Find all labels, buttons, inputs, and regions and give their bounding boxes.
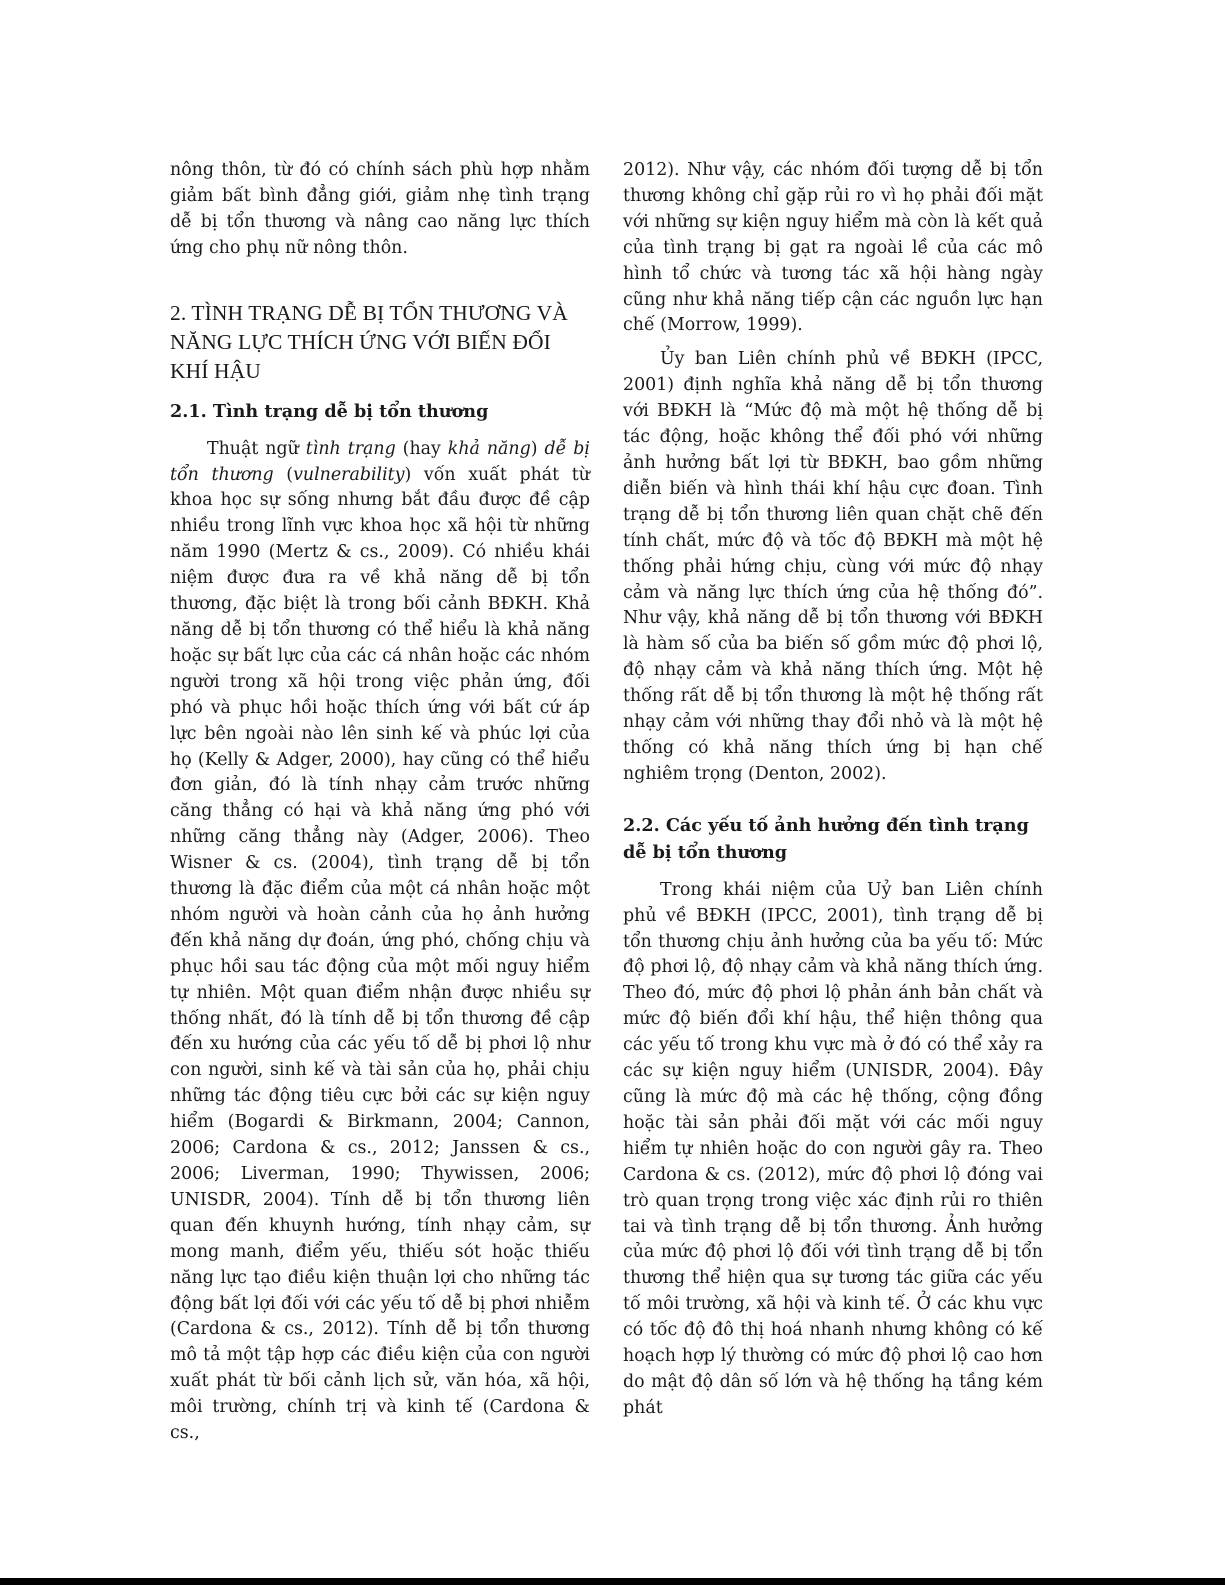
bottom-border xyxy=(0,1578,1225,1585)
right-column xyxy=(623,158,1043,1422)
subsection-title-2-2: 2.2. Các yếu tố ảnh hưởng đến tình trạng dễ bị tổn thương xyxy=(623,814,1029,863)
text-run: ( xyxy=(273,464,294,485)
factors-paragraph: Trong khái niệm của Uỷ ban Liên chính phủ về BĐKH (IPCC, 2001), tình trạng dễ bị tổn thương chịu ảnh hưởng của ba yếu tố: Mức độ phơi lộ, độ nhạy cảm và khả năng thích ứng. Theo đó, mức độ phơi lộ phản ánh bản chất và mức độ biến đổi khí hậu, thể hiện thông qua các yếu tố trong khu vực mà ở đó có thể xảy ra các sự kiện nguy hiểm (UNISDR, 2004). Đây cũng là mức độ mà các hệ thống, cộng đồng hoặc tài sản phải đối mặt với các mối nguy hiểm tự nhiên hoặc do con người gây ra. Theo Cardona & cs. (2012), mức độ phơi lộ đóng vai trò quan trọng trong việc xác định rủi ro thiên tai và tình trạng dễ bị tổn thương. Ảnh hưởng của mức độ phơi lộ đối với tình trạng dễ bị tổn thương thể hiện qua sự tương tác giữa các yếu tố môi trường, xã hội và kinh tế. Ở các khu vực có tốc độ đô thị hoá nhanh nhưng không có kế hoạch hợp lý thường có mức độ phơi lộ cao hơn do mật độ dân số lớn và hệ thống hạ tầng kém phát xyxy=(623,879,1043,1418)
italic-term: khả năng xyxy=(447,438,531,459)
text-run: ) xyxy=(530,438,545,459)
text-run: Thuật ngữ xyxy=(207,438,306,459)
italic-term: vulnerability xyxy=(293,464,405,485)
text-run: ) vốn xuất phát từ khoa học sự sống nhưng bắt đầu được đề cập nhiều trong lĩnh vực khoa học xã hội từ những năm 1990 (Mertz & cs., 2009). Có nhiều khái niệm được đưa ra về khả năng dễ bị tổn thương, đặc biệt là trong bối cảnh BĐKH. Khả năng dễ bị tổn thương có thể hiểu là khả năng hoặc sự bất lực của các cá nhân hoặc các nhóm người trong xã hội trong việc phản ứng, đối phó và phục hồi hoặc thích ứng với bất cứ áp lực bên ngoài nào lên sinh kế và phúc lợi của họ (Kelly & Adger, 2000), hay cũng có thể hiểu đơn giản, đó là tính nhạy cảm trước những căng thẳng có hại và khả năng ứng phó với những căng thẳng này (Adger, 2006). Theo Wisner & cs. (2004), tình trạng dễ bị tổn thương là đặc điểm của một cá nhân hoặc một nhóm người và hoàn cảnh của họ ảnh hưởng đến khả năng dự đoán, ứng phó, chống chịu và phục hồi sau tác động của một mối nguy hiểm tự nhiên. Một quan điểm nhận được nhiều sự thống nhất, đó là tính dễ bị tổn thương đề cập đến xu hướng của các yếu tố dễ bị phơi lộ như con người, sinh kế và tài sản của họ, phải chịu những tác động tiêu cực bởi các sự kiện nguy hiểm (Bogardi & Birkmann, 2004; Cannon, 2006; Cardona & cs., 2012; Janssen & cs., 2006; Liverman, 1990; Thywissen, 2006; UNISDR, 2004). Tính dễ bị tổn thương liên quan đến khuynh hướng, tính nhạy cảm, sự mong manh, điểm yếu, thiếu sót hoặc thiếu năng lực tạo điều kiện thuận lợi cho những tác động bất lợi đối với các yếu tố dễ bị phơi nhiễm (Cardona & cs., 2012). Tính dễ bị tổn thương mô tả một tập hợp các điều kiện của con người xuất phát từ bối cảnh lịch sử, văn hóa, xã hội, môi trường, chính trị và kinh tế (Cardona & cs., xyxy=(170,464,590,1444)
section-title: 2. TÌNH TRẠNG DỄ BỊ TỔN THƯƠNG VÀ NĂNG LỰC THÍCH ỨNG VỚI BIẾN ĐỔI KHÍ HẬU xyxy=(170,300,568,383)
ipcc-paragraph: Ủy ban Liên chính phủ về BĐKH (IPCC, 2001) định nghĩa khả năng dễ bị tổn thương với BĐKH là “Mức độ mà một hệ thống dễ bị tác động, hoặc không thể đối phó với những ảnh hưởng bất lợi từ BĐKH, bao gồm những diễn biến và hình thái khí hậu cực đoan. Tình trạng dễ bị tổn thương liên quan chặt chẽ đến tính chất, mức độ và tốc độ BĐKH mà một hệ thống phải hứng chịu, cùng với mức độ nhạy cảm và năng lực thích ứng của hệ thống đó”. Như vậy, khả năng dễ bị tổn thương với BĐKH là hàm số của ba biến số gồm mức độ phơi lộ, độ nhạy cảm và khả năng thích ứng. Một hệ thống rất dễ bị tổn thương là một hệ thống rất nhạy cảm với những thay đổi nhỏ và là một hệ thống có khả năng thích ứng bị hạn chế nghiêm trọng (Denton, 2002). xyxy=(623,349,1043,784)
italic-term: tình trạng xyxy=(305,438,396,459)
left-column xyxy=(170,158,590,1447)
intro-paragraph: nông thôn, từ đó có chính sách phù hợp nhằm giảm bất bình đẳng giới, giảm nhẹ tình trạng dễ bị tổn thương và nâng cao năng lực thích ứng cho phụ nữ nông thôn. xyxy=(170,160,590,258)
text-run: (hay xyxy=(395,438,448,459)
italic-term: dễ bị tổn thương xyxy=(170,438,590,485)
continued-paragraph: 2012). Như vậy, các nhóm đối tượng dễ bị tổn thương không chỉ gặp rủi ro vì họ phải đối mặt với những sự kiện nguy hiểm mà còn là kết quả của tình trạng bị gạt ra ngoài lề của các mô hình tổ chức và tương tác xã hội hàng ngày cũng như khả năng tiếp cận các nguồn lực hạn chế (Morrow, 1999). xyxy=(623,160,1043,336)
subsection-title-2-1: 2.1. Tình trạng dễ bị tổn thương xyxy=(170,400,489,422)
vulnerability-paragraph xyxy=(170,437,590,1447)
